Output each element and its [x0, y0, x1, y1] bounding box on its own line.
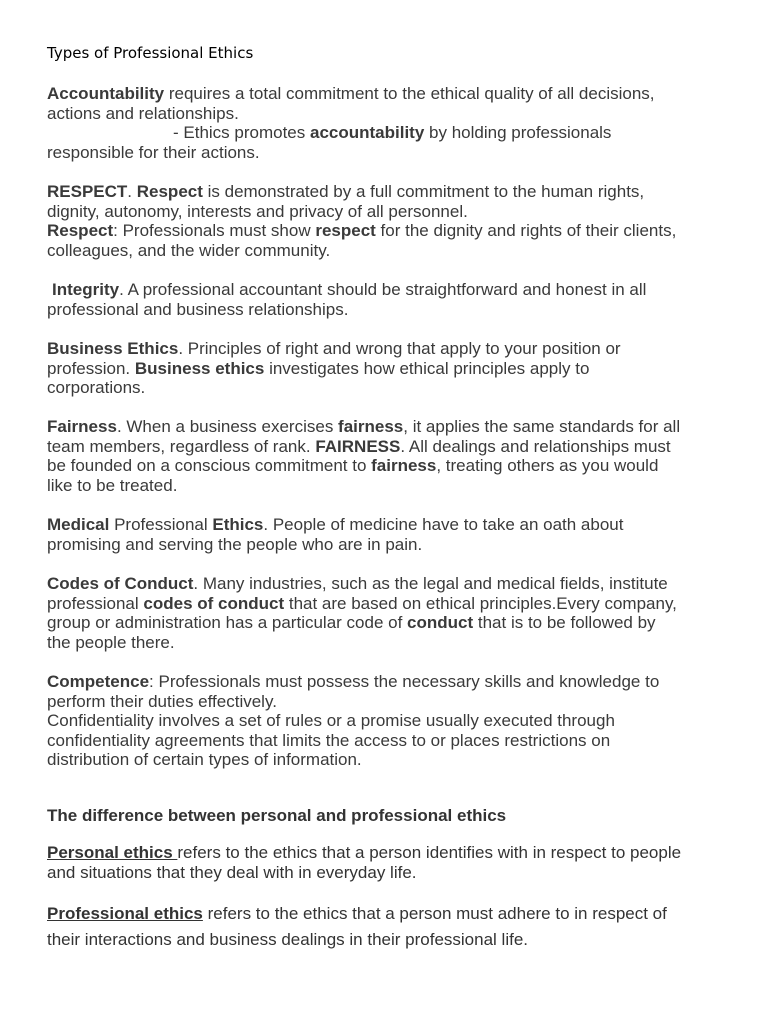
term-respect-2: Respect [47, 221, 114, 241]
term-codes-of-conduct: Codes of Conduct [47, 574, 194, 593]
term-ethics: Ethics [212, 515, 264, 534]
term-respect-caps: RESPECT [47, 182, 128, 201]
term-fairness-caps: FAIRNESS [315, 436, 401, 456]
term-business-ethics-2: Business ethics [134, 358, 265, 378]
term-accountability-inline: accountability [310, 123, 425, 143]
term-codes-of-conduct-2: codes of conduct [143, 593, 285, 613]
paragraph-professional-ethics: Professional ethics refers to the ethics that a person must adhere to in respect of their interactions and business dealings in their professional life. [47, 904, 667, 949]
term-integrity: Integrity [52, 280, 120, 299]
paragraph-business-ethics: Business Ethics. Principles of right and wrong that apply to your position or profession. Business ethics investigates how ethical principles apply to corporations. [47, 339, 621, 398]
paragraph-codes-of-conduct: Codes of Conduct. Many industries, such as the legal and medical fields, institute professional codes of conduct that are based on ethical principles.Every company, group or administration has a particular code of conduct that is to be followed by the people there. [47, 574, 677, 652]
paragraph-respect: RESPECT. Respect is demonstrated by a full commitment to the human rights, dignity, autonomy, interests and privacy of all personnel. Respect: Professionals must show respect for the dignity and rights of their clients, colleagues, and the wider community. [47, 182, 677, 260]
document-title: Types of Professional Ethics [47, 44, 254, 62]
term-fairness-2: fairness [338, 417, 404, 436]
term-personal-ethics: Personal ethics [47, 843, 178, 862]
paragraph-accountability: Accountability requires a total commitment to the ethical quality of all decisions, actions and relationships. - Ethics promotes accountability by holding professionals responsible for their actions. [47, 84, 655, 162]
paragraph-personal-ethics: Personal ethics refers to the ethics that a person identifies with in respect to people and situations that they deal with in everyday life. [47, 843, 682, 882]
term-conduct: conduct [407, 613, 474, 633]
term-business-ethics: Business Ethics [47, 339, 179, 358]
term-fairness: Fairness [47, 417, 117, 436]
paragraph-medical: Medical Professional Ethics. People of medicine have to take an oath about promising and serving the people who are in pain. [47, 515, 624, 554]
term-respect: Respect [136, 182, 203, 201]
term-respect-3: respect [315, 221, 376, 241]
term-fairness-3: fairness [371, 456, 437, 476]
term-competence: Competence [47, 672, 150, 691]
term-professional-ethics: Professional ethics [47, 904, 203, 923]
term-medical: Medical [47, 515, 110, 534]
term-accountability: Accountability [47, 84, 165, 103]
paragraph-integrity: Integrity. A professional accountant should be straightforward and honest in all professional and business relationships. [47, 280, 647, 319]
section-heading: The difference between personal and professional ethics [47, 806, 507, 825]
paragraph-competence: Competence: Professionals must possess the necessary skills and knowledge to perform their duties effectively. Confidentiality involves a set of rules or a promise usually executed through confidentiality agreements that limits the access to or places restrictions on distribution of certain types of information. [47, 672, 660, 770]
paragraph-fairness: Fairness. When a business exercises fairness, it applies the same standards for all team members, regardless of rank. FAIRNESS. All dealings and relationships must be founded on a conscious commitment to fairness, treating others as you would like to be treated. [47, 417, 681, 495]
